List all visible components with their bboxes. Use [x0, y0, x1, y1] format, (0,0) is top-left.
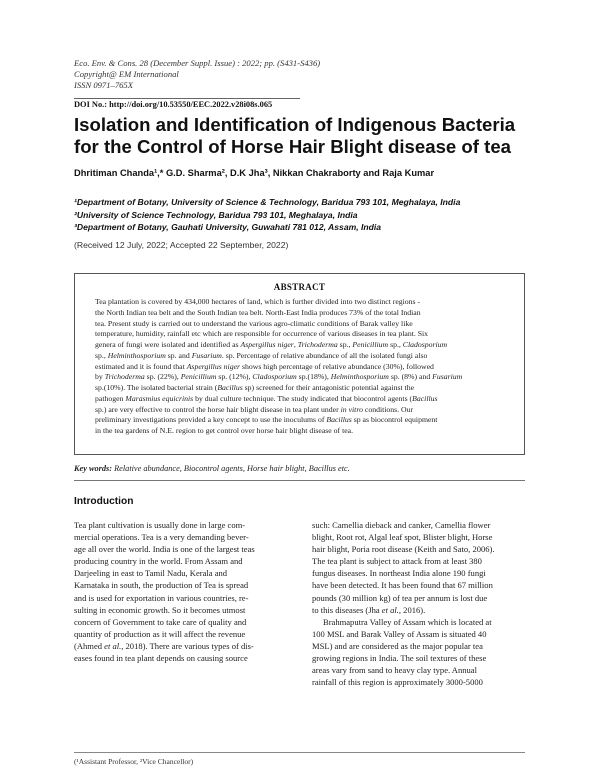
journal-citation: Eco. Env. & Cons. 28 (December Suppl. Issue) : 2022; pp. (S431-S436) [74, 58, 321, 68]
body-left-line: Darjeeling in east to Tamil Nadu, Kerala and [74, 568, 228, 579]
body-left-line: age all over the world. India is one of the largest teas [74, 544, 255, 555]
body-left-line: Karnataka in south, the production of Tea is spread [74, 580, 249, 591]
abstract-line: preliminary investigations provided a key concept to use the inoculums of Bacillus sp as biocontrol equipment [95, 415, 438, 425]
keywords-divider [74, 480, 525, 481]
abstract-text [95, 297, 507, 437]
body-left-line: and is used for exportation in various countries, re- [74, 592, 249, 603]
abstract-line: pathogen Marasmius equicrinis by dual culture technique. The study indicated that biocontrol agents (Bacillus [95, 393, 438, 403]
abstract-line: in the tea gardens of N.E. region to get control over horse hair blight disease of tea. [95, 426, 354, 435]
abstract-line: estimated and it is found that Aspergillus niger shows high percentage of relative abundance (30%), followed [95, 361, 434, 371]
body-left-line: mercial operations. Tea is a very demanding bever- [74, 532, 249, 543]
abstract-line: sp.(10%). The isolated bacterial strain (Bacillus sp) screened for their antagonistic potential against the [95, 383, 415, 392]
body-right-line: Brahmaputra Valley of Assam which is located at [323, 616, 492, 627]
journal-divider [74, 98, 300, 99]
section-heading-introduction: Introduction [74, 496, 134, 507]
body-column-left [74, 519, 288, 664]
journal-info [74, 58, 374, 92]
doi-link[interactable]: DOI No.: http://doi.org/10.53550/EEC.2022.v28i08s.065 [74, 100, 273, 109]
keywords-value: Relative abundance, Biocontrol agents, Horse hair blight, Bacillus etc. [114, 464, 350, 473]
affiliation-1: ¹Department of Botany, University of Science & Technology, Baridua 793 101, Meghalaya, India [74, 197, 461, 207]
body-left-line: sulting in economic growth. So it becomes utmost [74, 604, 246, 615]
journal-copyright: Copyright@ EM International [74, 69, 179, 80]
abstract-line: sp.) are very effective to control the horse hair blight disease in tea plant under in vitro conditions. Our [95, 404, 414, 414]
body-left-line: Tea plant cultivation is usually done in large com- [74, 520, 246, 530]
abstract-line: tea. Present study is carried out to understand the various agro-climatic conditions of Barak valley like [95, 318, 413, 328]
journal-issn: ISSN 0971–765X [74, 80, 133, 91]
abstract-line: genera of fungi were isolated and identified as Aspergillus niger, Trichoderma sp., Penicillium sp., Cladosporium [95, 340, 448, 349]
body-right-line: such: Camellia dieback and canker, Camellia flower [312, 520, 491, 530]
body-right-line: MSL) and are considered as the major popular tea [312, 640, 483, 651]
abstract-line: temperature, humidity, rainfall etc which are responsible for occurrence of various diseases in tea plant. Six [95, 329, 429, 339]
abstract-box [74, 273, 525, 455]
body-left-line: eases found in tea plant depends on causing source [74, 653, 248, 664]
affiliation-2: ²University of Science Technology, Baridua 793 101, Meghalaya, India [74, 209, 358, 220]
body-right-line: fungus diseases. In northeast India alone 190 fungi [312, 568, 486, 579]
body-right-line: pounds (30 million kg) of tea per annum is lost due [312, 592, 488, 603]
footnote-divider [74, 752, 525, 753]
author-list: Dhritiman Chanda¹,* G.D. Sharma², D.K Jha³, Nikkan Chakraborty and Raja Kumar [74, 168, 435, 178]
footnote: (¹Assistant Professor, ²Vice Chancellor) [74, 757, 194, 766]
body-left-line: concern of Government to take care of quality and [74, 616, 247, 627]
body-left-line: producing country in the world. From Assam and [74, 556, 243, 567]
body-right-line: have been detected. It has been found that 67 million [312, 580, 493, 591]
received-accepted-dates: (Received 12 July, 2022; Accepted 22 September, 2022) [74, 240, 289, 250]
body-right-line: blight, Root rot, Algal leaf spot, Blister blight, Horse [312, 532, 493, 543]
body-right-line: growing regions in India. The soil textures of these [312, 653, 487, 664]
body-column-right [312, 519, 526, 688]
body-right-line: hair blight, Poria root disease (Keith and Sato, 2006). [312, 544, 495, 555]
body-right-line: to this diseases (Jha et al., 2016). [312, 604, 426, 615]
body-right-line: areas vary from sand to heavy clay type. Annual [312, 665, 477, 676]
abstract-line: sp., Helminthosporium sp. and Fusarium. sp. Percentage of relative abundance of all the isolated fungi also [95, 350, 428, 360]
abstract-line: the North Indian tea belt and the South Indian tea belt. North-East India produces 73% of the total Indian [95, 307, 421, 317]
body-right-line: The tea plant is subject to attack from at least 380 [312, 556, 482, 567]
body-left-line: quantity of production as it will affect the revenue [74, 628, 246, 639]
abstract-line: Tea plantation is covered by 434,000 hectares of land, which is further divided into two distinct regions - [95, 297, 421, 306]
body-left-line: (Ahmed et al., 2018). There are various types of dis- [74, 640, 254, 651]
paper-title: Isolation and Identification of Indigenous Bacteria for the Control of Horse Hair Blight disease of tea [74, 114, 516, 157]
affiliations [74, 196, 460, 234]
body-right-line: rainfall of this region is approximately 3000-5000 [312, 677, 483, 688]
abstract-heading: ABSTRACT [273, 282, 326, 292]
abstract-line: by Trichoderma sp. (22%), Penicillium sp. (12%), Cladosporium sp.(18%), Helminthosporium sp. (8%) and Fusarium [95, 372, 463, 382]
keywords [74, 464, 350, 473]
body-right-line: 100 MSL and Barak Valley of Assam is situated 40 [312, 628, 487, 639]
keywords-label: Key words: [74, 464, 113, 473]
affiliation-3: ³Department of Botany, Gauhati University, Guwahati 781 012, Assam, India [74, 222, 382, 233]
